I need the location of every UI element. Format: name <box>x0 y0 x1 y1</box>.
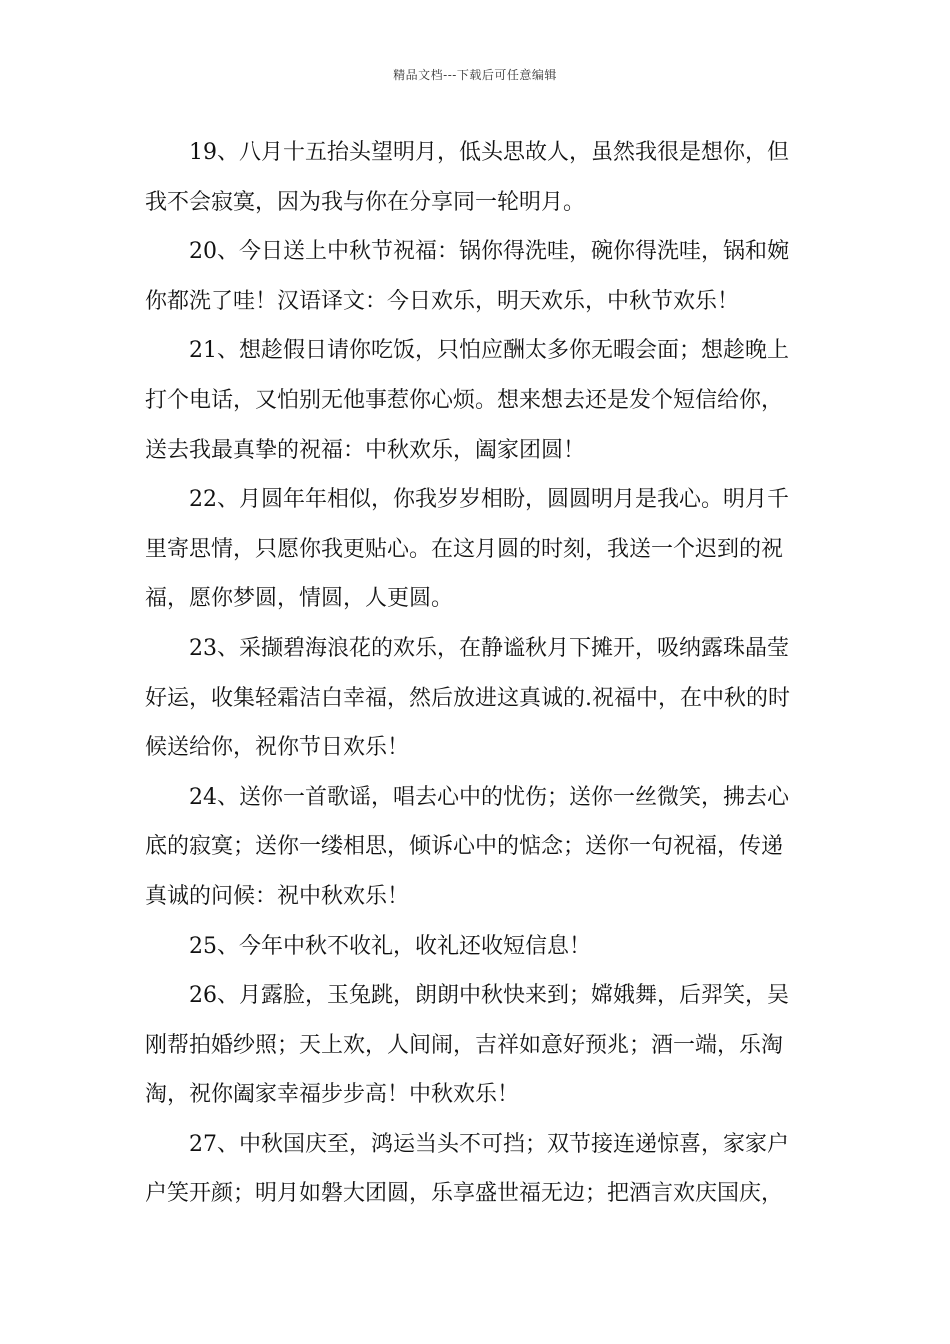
text-line: 23、采撷碧海浪花的欢乐，在静谧秋月下摊开，吸纳露珠晶莹 <box>189 635 789 661</box>
text-line: 好运，收集轻霜洁白幸福，然后放进这真诚的.祝福中，在中秋的时 <box>145 685 790 711</box>
paragraph-26 <box>145 971 810 1120</box>
text-line: 21、想趁假日请你吃饭，只怕应酬太多你无暇会面；想趁晚上 <box>189 338 789 364</box>
text-line: 26、月露脸，玉兔跳，朗朗中秋快来到；嫦娥舞，后羿笑，吴 <box>189 983 789 1009</box>
text-line: 淘，祝你阖家幸福步步高！中秋欢乐！ <box>145 1082 520 1108</box>
paragraph-20 <box>145 227 810 326</box>
text-line: 你都洗了哇！汉语译文：今日欢乐，明天欢乐，中秋节欢乐！ <box>145 288 740 314</box>
text-line: 打个电话，又怕别无他事惹你心烦。想来想去还是发个短信给你， <box>145 387 784 413</box>
text-line: 24、送你一首歌谣，唱去心中的忧伤；送你一丝微笑，拂去心 <box>189 784 789 810</box>
paragraph-23 <box>145 624 810 773</box>
text-line: 送去我最真挚的祝福：中秋欢乐，阖家团圆！ <box>145 437 586 463</box>
text-line: 我不会寂寞，因为我与你在分享同一轮明月。 <box>145 189 586 215</box>
text-line: 里寄思情，只愿你我更贴心。在这月圆的时刻，我送一个迟到的祝 <box>145 536 784 562</box>
text-line: 候送给你，祝你节日欢乐！ <box>145 735 410 761</box>
paragraph-21 <box>145 326 810 475</box>
text-line: 19、八月十五抬头望明月，低头思故人，虽然我很是想你，但 <box>189 140 789 165</box>
text-line: 25、今年中秋不收礼，收礼还收短信息！ <box>189 933 591 959</box>
text-line: 22、月圆年年相似，你我岁岁相盼，圆圆明月是我心。明月千 <box>189 487 789 513</box>
text-line: 27、中秋国庆至，鸿运当头不可挡；双节接连递惊喜，家家户 <box>189 1131 789 1157</box>
paragraph-25 <box>145 922 810 972</box>
text-line: 真诚的问候：祝中秋欢乐！ <box>145 883 410 909</box>
paragraph-19 <box>145 128 810 227</box>
text-line: 福，愿你梦圆，情圆，人更圆。 <box>145 586 454 612</box>
document-body <box>145 128 810 1219</box>
paragraph-22 <box>145 475 810 624</box>
text-line: 底的寂寞；送你一缕相思，倾诉心中的惦念；送你一句祝福，传递 <box>145 834 784 860</box>
paragraph-24 <box>145 773 810 922</box>
text-line: 20、今日送上中秋节祝福：锅你得洗哇，碗你得洗哇，锅和婉 <box>189 239 789 265</box>
page-header: 精品文档---下载后可任意编辑 <box>393 68 557 82</box>
text-line: 户笑开颜；明月如磐大团圆，乐享盛世福无边；把酒言欢庆国庆， <box>145 1181 784 1207</box>
paragraph-27 <box>145 1120 810 1219</box>
text-line: 刚帮拍婚纱照；天上欢，人间闹，吉祥如意好预兆；酒一端，乐淘 <box>145 1032 784 1058</box>
